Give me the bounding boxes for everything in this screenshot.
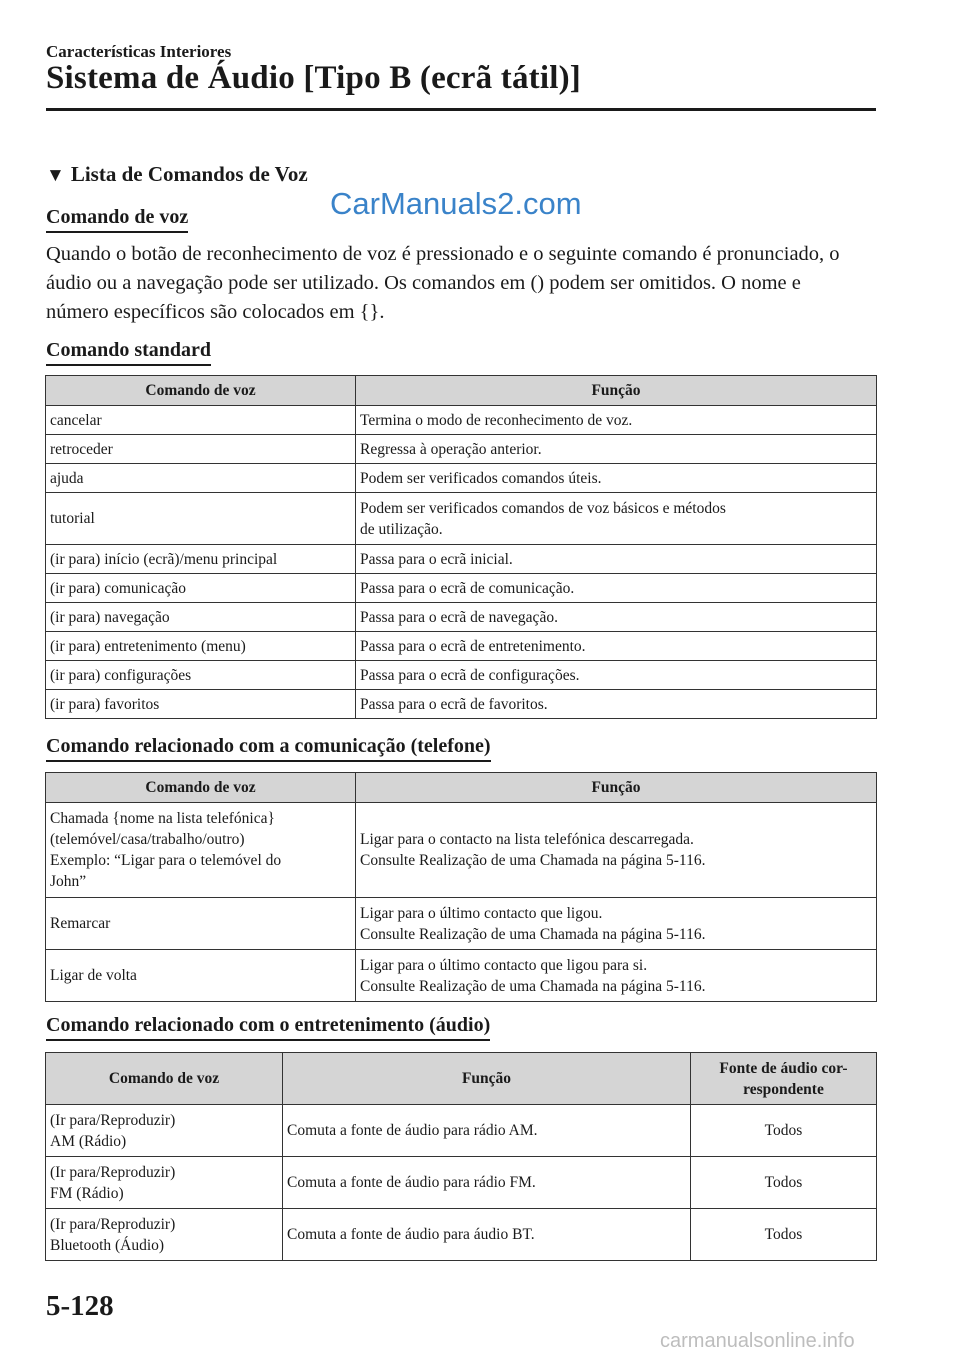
table-row xyxy=(46,435,877,464)
function-cell: Ligar para o último contacto que ligou. Consulte Realização de uma Chamada na página 5-116. xyxy=(356,898,877,950)
function-cell: Passa para o ecrã de favoritos. xyxy=(356,690,877,719)
table-row xyxy=(46,603,877,632)
column-header-function: Função xyxy=(356,773,877,803)
table-row xyxy=(46,1157,877,1209)
table-row xyxy=(46,545,877,574)
watermark: CarManuals2.com xyxy=(330,186,582,221)
column-header-function: Função xyxy=(283,1053,691,1105)
voice-command-heading: Comando de voz xyxy=(46,204,188,233)
function-cell: Podem ser verificados comandos úteis. xyxy=(356,464,877,493)
voice-command-cell: Remarcar xyxy=(46,898,356,950)
function-cell: Termina o modo de reconhecimento de voz. xyxy=(356,406,877,435)
voice-command-cell: (ir para) início (ecrã)/menu principal xyxy=(46,545,356,574)
section-title-text: Lista de Comandos de Voz xyxy=(70,162,308,186)
audio-source-cell: Todos xyxy=(691,1105,877,1157)
table-row xyxy=(46,574,877,603)
voice-command-cell: (Ir para/Reproduzir) AM (Rádio) xyxy=(46,1105,283,1157)
page-number: 5-128 xyxy=(46,1290,114,1322)
table-header-row xyxy=(46,773,877,803)
function-cell: Passa para o ecrã de navegação. xyxy=(356,603,877,632)
table-row xyxy=(46,661,877,690)
function-cell: Passa para o ecrã de entretenimento. xyxy=(356,632,877,661)
table-row xyxy=(46,803,877,898)
chapter-label: Características Interiores xyxy=(46,42,232,61)
voice-command-cell: cancelar xyxy=(46,406,356,435)
table-row xyxy=(46,1209,877,1261)
audio-source-cell: Todos xyxy=(691,1157,877,1209)
function-cell: Comuta a fonte de áudio para áudio BT. xyxy=(283,1209,691,1261)
table-row xyxy=(46,690,877,719)
column-header-voice-command: Comando de voz xyxy=(46,376,356,406)
voice-command-cell: (ir para) configurações xyxy=(46,661,356,690)
function-cell: Passa para o ecrã inicial. xyxy=(356,545,877,574)
standard-command-table xyxy=(45,375,877,719)
table-header-row xyxy=(46,376,877,406)
table-row xyxy=(46,950,877,1002)
title-divider xyxy=(46,108,876,111)
footer-watermark: carmanualsonline.info xyxy=(660,1330,855,1352)
voice-command-cell: (ir para) entretenimento (menu) xyxy=(46,632,356,661)
function-cell: Regressa à operação anterior. xyxy=(356,435,877,464)
standard-heading: Comando standard xyxy=(46,337,211,366)
function-cell: Podem ser verificados comandos de voz básicos e métodos de utilização. xyxy=(356,493,877,545)
column-header-audio-source: Fonte de áudio cor- respondente xyxy=(691,1053,877,1105)
page-title: Sistema de Áudio [Tipo B (ecrã tátil)] xyxy=(46,60,581,96)
column-header-voice-command: Comando de voz xyxy=(46,1053,283,1105)
function-cell: Comuta a fonte de áudio para rádio AM. xyxy=(283,1105,691,1157)
table-header-row xyxy=(46,1053,877,1105)
voice-command-cell: (Ir para/Reproduzir) FM (Rádio) xyxy=(46,1157,283,1209)
voice-command-cell: (ir para) comunicação xyxy=(46,574,356,603)
function-cell: Passa para o ecrã de configurações. xyxy=(356,661,877,690)
voice-command-cell: (ir para) navegação xyxy=(46,603,356,632)
table-row xyxy=(46,632,877,661)
section-title xyxy=(46,162,308,187)
voice-command-cell: Chamada {nome na lista telefónica} (telemóvel/casa/trabalho/outro) Exemplo: “Ligar para o telemóvel do John” xyxy=(46,803,356,898)
function-cell: Ligar para o último contacto que ligou para si. Consulte Realização de uma Chamada na página 5-116. xyxy=(356,950,877,1002)
voice-command-cell: (ir para) favoritos xyxy=(46,690,356,719)
voice-command-cell: ajuda xyxy=(46,464,356,493)
audio-heading: Comando relacionado com o entretenimento (áudio) xyxy=(46,1012,490,1041)
table-row xyxy=(46,1105,877,1157)
phone-command-table xyxy=(45,772,877,1002)
column-header-voice-command: Comando de voz xyxy=(46,773,356,803)
table-row xyxy=(46,493,877,545)
intro-paragraph: Quando o botão de reconhecimento de voz é pressionado e o seguinte comando é pronunciado, o áudio ou a navegação pode ser utilizado. Os comandos em () podem ser omitidos. O nome e número específicos são colocados em {}. xyxy=(46,243,840,323)
voice-command-cell: retroceder xyxy=(46,435,356,464)
function-cell: Ligar para o contacto na lista telefónica descarregada. Consulte Realização de uma Chamada na página 5-116. xyxy=(356,803,877,898)
triangle-icon: ▼ xyxy=(46,165,65,186)
table-row xyxy=(46,406,877,435)
phone-heading: Comando relacionado com a comunicação (telefone) xyxy=(46,733,491,762)
voice-command-cell: tutorial xyxy=(46,493,356,545)
function-cell: Passa para o ecrã de comunicação. xyxy=(356,574,877,603)
function-cell: Comuta a fonte de áudio para rádio FM. xyxy=(283,1157,691,1209)
table-row xyxy=(46,898,877,950)
table-row xyxy=(46,464,877,493)
voice-command-cell: Ligar de volta xyxy=(46,950,356,1002)
voice-command-cell: (Ir para/Reproduzir) Bluetooth (Áudio) xyxy=(46,1209,283,1261)
audio-command-table xyxy=(45,1052,877,1261)
audio-source-cell: Todos xyxy=(691,1209,877,1261)
column-header-function: Função xyxy=(356,376,877,406)
